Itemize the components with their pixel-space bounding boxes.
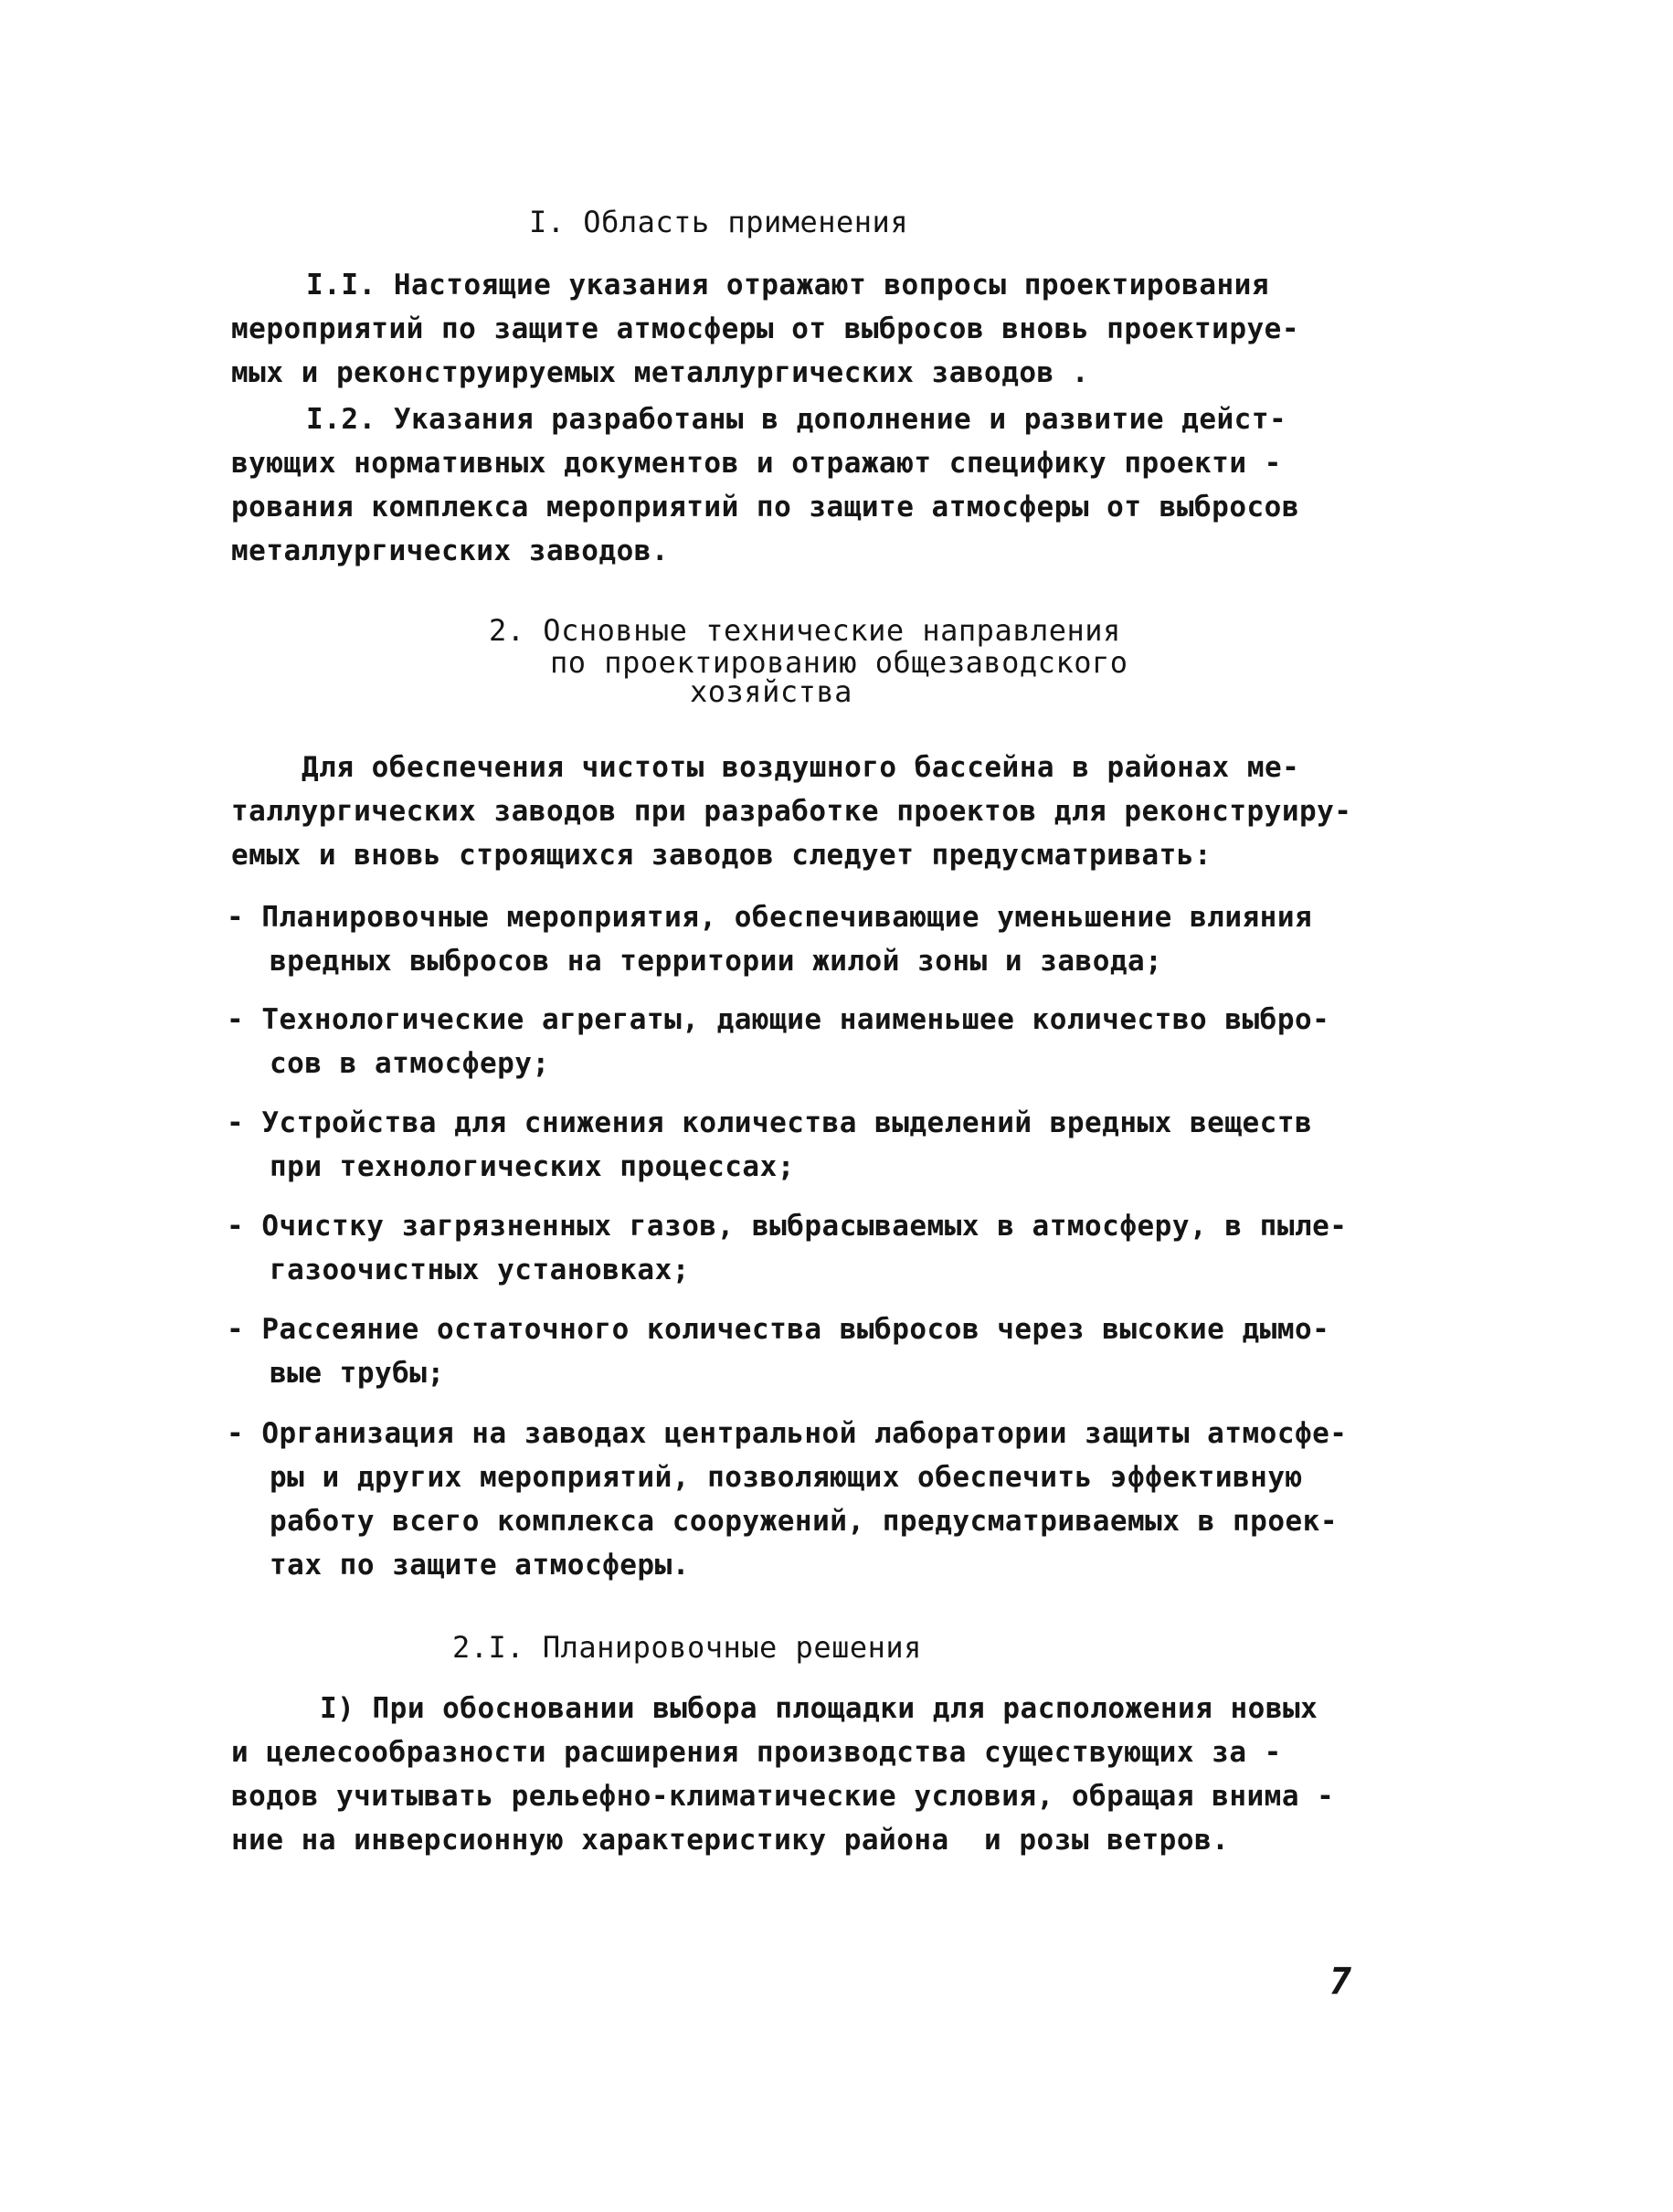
section-2-intro-line-2: таллургических заводов при разработке проектов для реконструиру-: [231, 795, 1352, 828]
section-2-1-paragraph-line-2: и целесообразности расширения производства существующих за -: [231, 1736, 1282, 1769]
list-item-1-line-1: - Планировочные мероприятия, обеспечивающие уменьшение влияния: [227, 901, 1313, 934]
list-item-6-line-1: - Организация на заводах центральной лаборатории защиты атмосфе-: [227, 1417, 1348, 1450]
section-1-title: I. Область применения: [529, 205, 909, 239]
paragraph-1-2-line-4: металлургических заводов.: [231, 534, 670, 567]
section-2-title-line-3: хозяйства: [690, 674, 852, 709]
list-item-6-line-4: тах по защите атмосферы.: [270, 1549, 690, 1582]
list-item-6-line-3: работу всего комплекса сооружений, предусматриваемых в проек-: [270, 1505, 1338, 1538]
list-item-1-line-2: вредных выбросов на территории жилой зоны и завода;: [270, 945, 1163, 978]
list-item-4-line-2: газоочистных установках;: [270, 1254, 690, 1286]
paragraph-1-1-line-2: мероприятий по защите атмосферы от выбросов вновь проектируе-: [231, 312, 1299, 345]
paragraph-1-2-line-3: рования комплекса мероприятий по защите атмосферы от выбросов: [231, 491, 1299, 524]
list-item-3-line-1: - Устройства для снижения количества выделений вредных веществ: [227, 1106, 1313, 1139]
paragraph-1-2-line-1: I.2. Указания разработаны в дополнение и развитие дейст-: [306, 403, 1287, 436]
paragraph-1-1-line-1: I.I. Настоящие указания отражают вопросы проектирования: [306, 269, 1269, 302]
list-item-4-line-1: - Очистку загрязненных газов, выбрасываемых в атмосферу, в пыле-: [227, 1210, 1348, 1243]
section-2-intro-line-3: емых и вновь строящихся заводов следует предусматривать:: [231, 839, 1212, 872]
paragraph-1-2-line-2: вующих нормативных документов и отражают специфику проекти -: [231, 447, 1282, 480]
section-2-title-line-2: по проектированию общезаводского: [550, 645, 1128, 680]
paragraph-1-1-line-3: мых и реконструируемых металлургических заводов .: [231, 356, 1090, 389]
page-number: 7: [1329, 1961, 1352, 2003]
list-item-6-line-2: ры и других мероприятий, позволяющих обеспечить эффективную: [270, 1461, 1303, 1494]
section-2-intro-line-1: Для обеспечения чистоты воздушного бассейна в районах ме-: [302, 751, 1300, 784]
list-item-2-line-1: - Технологические агрегаты, дающие наименьшее количество выбро-: [227, 1003, 1330, 1036]
list-item-3-line-2: при технологических процессах;: [270, 1150, 795, 1183]
section-2-1-paragraph-line-3: водов учитывать рельефно-климатические условия, обращая внима -: [231, 1780, 1335, 1813]
section-2-1-paragraph-line-1: I) При обосновании выбора площадки для расположения новых: [320, 1692, 1318, 1725]
list-item-5-line-2: вые трубы;: [270, 1357, 445, 1390]
list-item-2-line-2: сов в атмосферу;: [270, 1047, 550, 1080]
section-2-1-paragraph-line-4: ние на инверсионную характеристику района и розы ветров.: [231, 1824, 1230, 1857]
section-2-title-line-1: 2. Основные технические направления: [489, 613, 1121, 648]
section-2-1-title: 2.I. Планировочные решения: [452, 1630, 922, 1665]
list-item-5-line-1: - Рассеяние остаточного количества выбросов через высокие дымо-: [227, 1313, 1330, 1346]
